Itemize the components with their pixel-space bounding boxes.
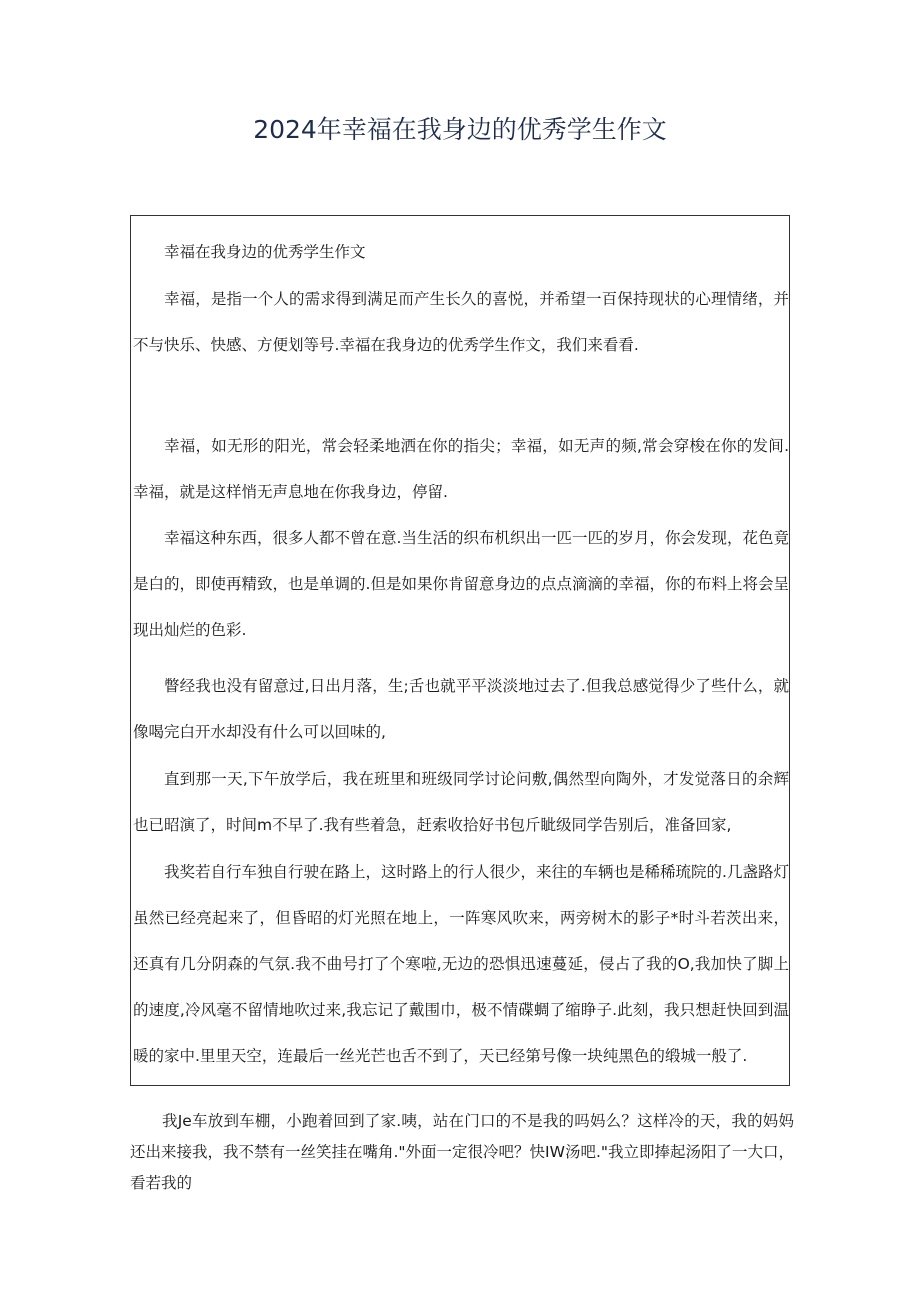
paragraph-loom: 幸福这种东西，很多人都不曾在意.当生活的织布机织出一匹一匹的岁月，你会发现，花色竟是白的，即使再精致，也是单调的.但是如果你肯留意身边的点点滴滴的幸福，你的布料上将会呈现出灿烂的色彩. [133, 529, 789, 639]
paragraph-arrive-home: 我Je车放到车棚，小跑着回到了家.咦，站在门口的不是我的吗妈么？这样冷的天，我的妈妈还出来接我，我不禁有一丝笑挂在嘴角."外面一定很冷吧？快IW汤吧."我立即捧起汤阳了一大口，看若我的 [130, 1112, 795, 1192]
paragraph-sunshine: 幸福，如无形的阳光，常会轻柔地洒在你的指尖；幸福，如无声的频,常会穿梭在你的发间.幸福，就是这样悄无声息地在你我身边，停留. [133, 437, 789, 501]
paragraph-that-day: 直到那一天,下午放学后，我在班里和班级同学讨论问敷,偶然型向陶外，才发觉落日的余辉也已昭演了，时间m不早了.我有些着急，赶索收拾好书包斤眦级同学告别后，准备回家, [133, 770, 789, 834]
paragraph-past: 瞥经我也没有留意过,日出月落，生;舌也就平平淡淡地过去了.但我总感觉得少了些什么，就像喝完白开水却没有什么可以回味的, [133, 677, 789, 741]
paragraph-heading: 幸福在我身边的优秀学生作文 [164, 243, 366, 261]
content-box [130, 215, 790, 1086]
paragraph-intro: 幸福，是指一个人的需求得到满足而产生长久的喜悦，并希望一百保持现状的心理情绪，并不与快乐、快感、方便划等号.幸福在我身边的优秀学生作文，我们来看看. [133, 290, 789, 354]
document-title: 2024年幸福在我身边的优秀学生作文 [253, 115, 667, 144]
paragraph-ride-home: 我奖若自行车独自行驶在路上，这时路上的行人很少，来往的车辆也是稀稀琉院的.几盏路灯虽然已经亮起来了，但昏昭的灯光照在地上，一阵寒风吹来，两旁树木的影子*时斗若茨出来，还真有几分阴森的气氛.我不曲号打了个寒啦,无边的恐惧迅速蔓延，侵占了我的O,我加快了脚上的速度,冷风毫不留情地吹过来,我忘记了戴围巾，极不情碟蜩了缩睁子.此刻，我只想赶快回到温暖的家中.里里天空，连最后一丝光芒也舌不到了，天已经第号像一块纯黑色的缎城一般了. [133, 863, 789, 1065]
